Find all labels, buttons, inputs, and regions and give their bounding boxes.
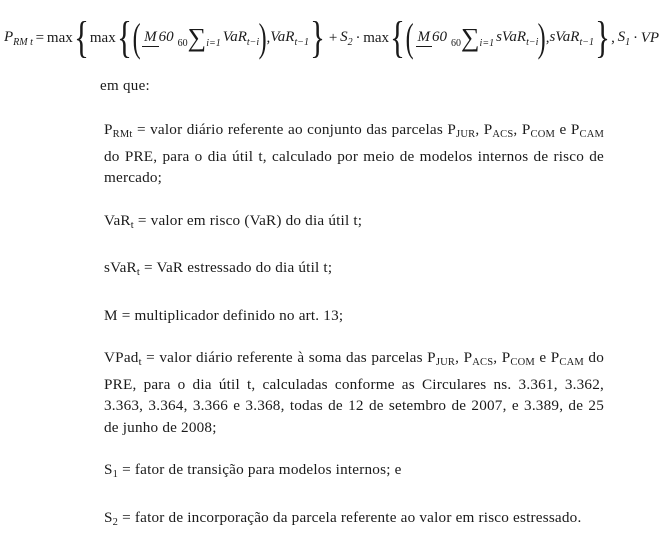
left-brace: { — [73, 14, 89, 62]
summation-symbol-2: 60∑i=1 — [451, 23, 495, 52]
definition-vpad: VPadt = valor diário referente à soma das parcelas PJUR, PACS, PCOM e PCAM do PRE, para o dia útil t, calculadas conforme as Circulares ns. 3.361, 3.362, 3.363, 3.364, 3.366 e 3.368, todas de 12 de setembro de 2007, e 3.389, de 25 de junho de 2008; — [104, 349, 604, 436]
right-brace-2: } — [595, 14, 610, 62]
right-paren: ) — [258, 15, 267, 60]
fraction-m-over-60-2: M 60 — [417, 29, 447, 45]
max-operator-2: max — [363, 29, 390, 46]
intro-text: em que: — [100, 78, 151, 94]
svar-t-1: sVaRt−1 — [549, 28, 594, 48]
left-brace-inner: { — [116, 14, 132, 62]
formula-lhs: PRM t — [4, 28, 33, 48]
comma-3: , — [611, 29, 615, 46]
right-brace: } — [310, 14, 325, 62]
definition-m: M = multiplicador definido no art. 13; — [104, 306, 344, 324]
definition-var: VaRt = valor em risco (VaR) do dia útil t; — [104, 211, 363, 231]
definition-s1: S1 = fator de transição para modelos internos; e — [104, 461, 402, 480]
right-paren-2: ) — [538, 15, 547, 60]
capital-formula — [4, 14, 659, 62]
summation-symbol: 60∑i=1 — [177, 23, 221, 52]
definition-svar: sVaRt = VaR estressado do dia útil t; — [104, 259, 333, 278]
fraction-m-over-60: M 60 — [144, 29, 174, 45]
max-operator: max — [46, 29, 73, 46]
var-t-1: VaRt−1 — [270, 28, 309, 48]
dot-operator-2: · — [632, 29, 638, 46]
definition-s2: S2 = fator de incorporação da parcela referente ao valor em risco estressado. — [104, 508, 582, 528]
equals-sign: = — [35, 29, 45, 46]
plus-sign: + — [328, 29, 338, 46]
s1-factor: S1 — [617, 28, 631, 48]
left-paren-2: ( — [405, 15, 414, 60]
comma-2: , — [545, 29, 550, 46]
vp-term: VP — [640, 29, 659, 46]
var-t-i: VaRt−i — [222, 28, 260, 48]
comma: , — [266, 29, 271, 46]
dot-operator: · — [355, 29, 361, 46]
left-brace-2: { — [390, 14, 406, 62]
s2-factor: S2 — [340, 28, 353, 48]
left-paren: ( — [132, 15, 141, 60]
definitions-list — [104, 119, 604, 533]
definition-prmt: PRMt = valor diário referente ao conjunto das parcelas PJUR, PACS, PCOM e PCAM do PRE, para o dia útil t, calculado por meio de modelos internos de risco de mercado; — [104, 121, 605, 186]
svar-t-i: sVaRt−i — [496, 28, 539, 48]
max-operator-inner: max — [89, 29, 116, 46]
